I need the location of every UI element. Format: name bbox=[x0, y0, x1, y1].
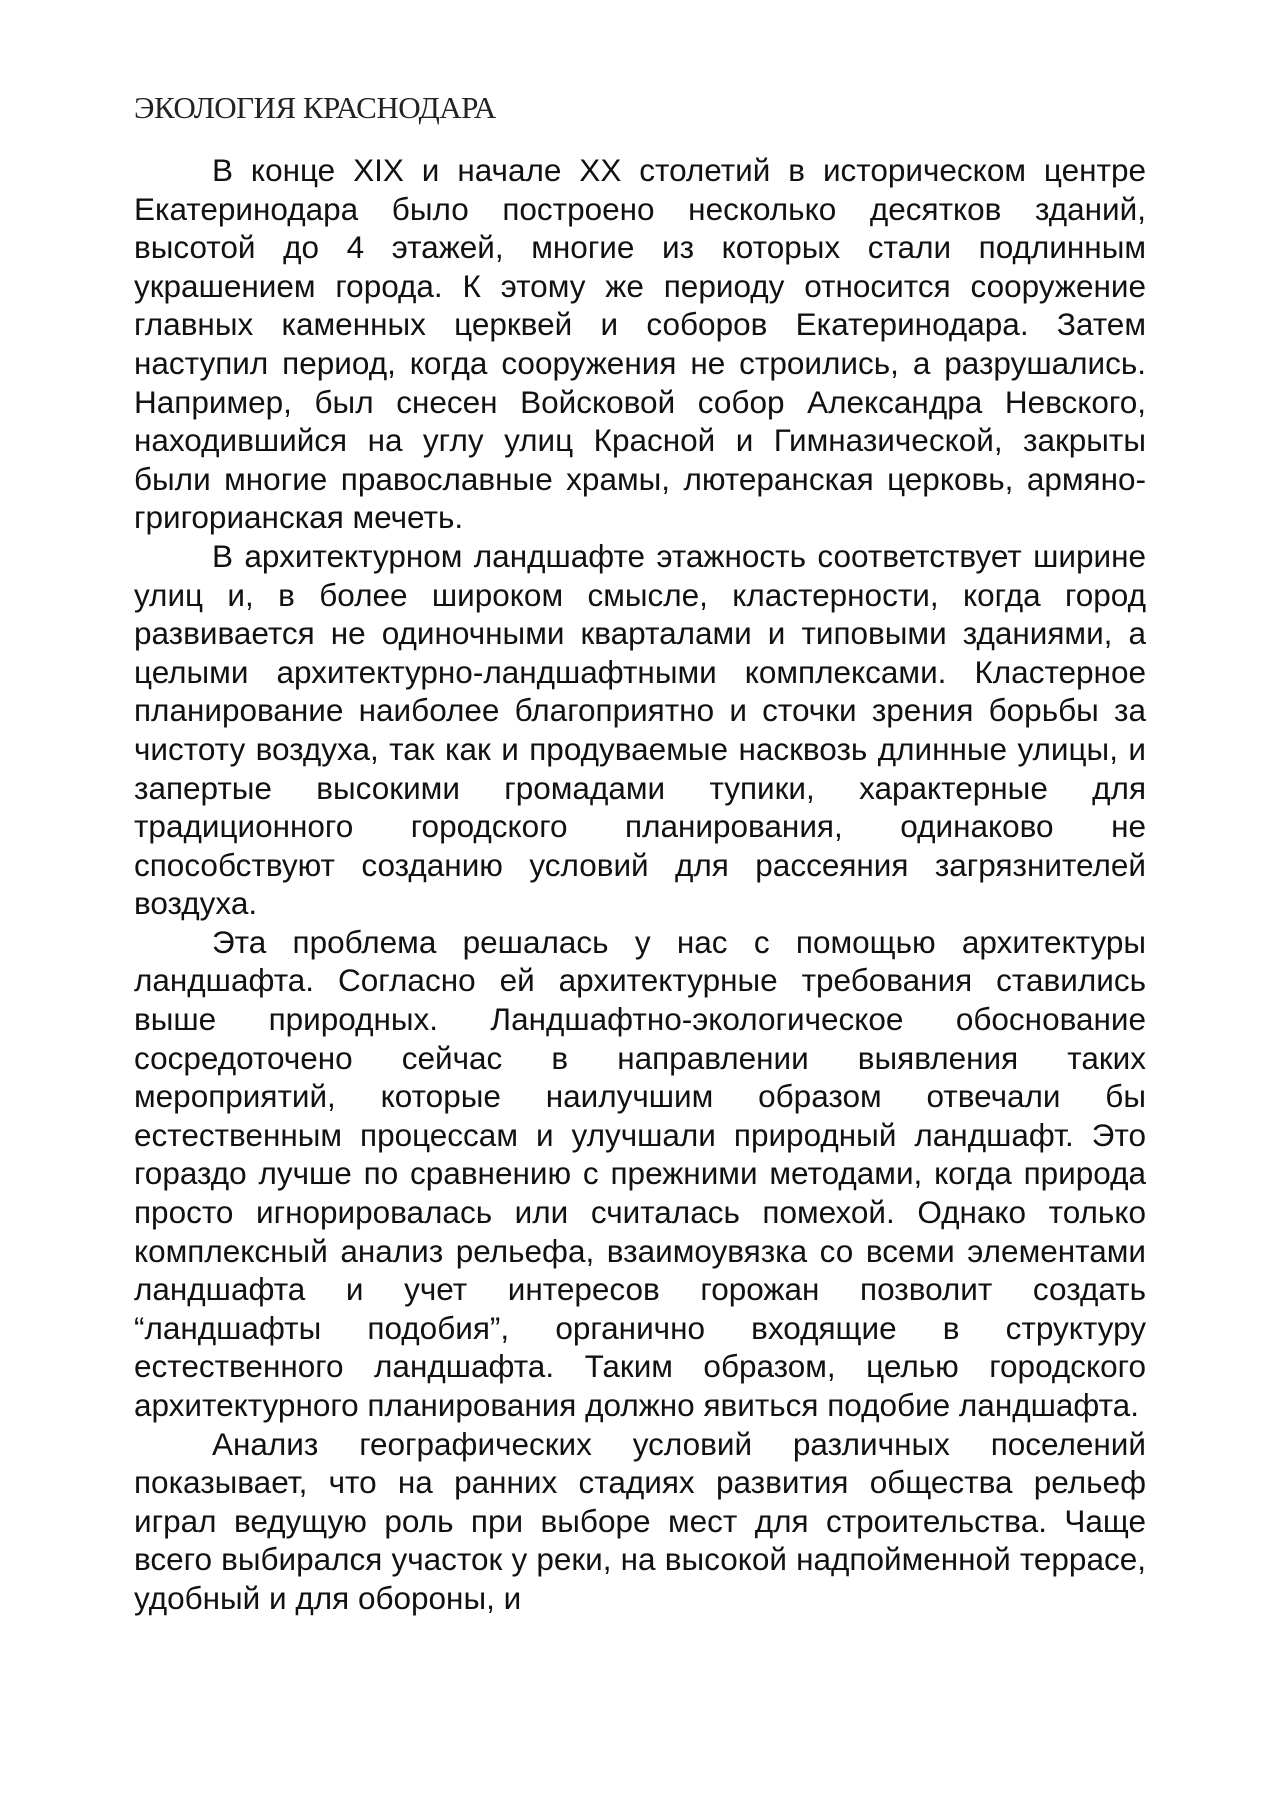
paragraph-4: Анализ географических условий различных поселений показывает, что на ранних стадиях развития общества рельеф играл ведущую роль при выборе мест для строительства. Чаще всего выбирался участок у реки, на высокой надпойменной террасе, удобный и для обороны, и bbox=[134, 1425, 1146, 1616]
paragraph-3: Эта проблема решалась у нас с помощью архитектуры ландшафта. Согласно ей архитектурные требования ставились выше природных. Ландшафтно-экологическое обоснование сосредоточено сейчас в направлении выявления таких мероприятий, которые наилучшим образом отвечали бы естественным процессам и улучшали природный ландшафт. Это гораздо лучше по сравнению с прежними методами, когда природа просто игнорировалась или считалась помехой. Однако только комплексный анализ рельефа, взаимоувязка со всеми элементами ландшафта и учет интересов горожан позволит создать “ландшафты подобия”, органично входящие в структуру естественного ландшафта. Таким образом, целью городского архитектурного планирования должно явиться подобие ландшафта. bbox=[134, 923, 1146, 1423]
paragraph-1: В конце XIX и начале XX столетий в историческом центре Екатеринодара было построено несколько десятков зданий, высотой до 4 этажей, многие из которых стали подлинным украшением города. К этому же периоду относится сооружение главных каменных церквей и соборов Екатеринодара. Затем наступил период, когда сооружения не строились, а разрушались. Например, был снесен Войсковой собор Александра Невского, находившийся на углу улиц Красной и Гимназической, закрыты были многие православные храмы, лютеранская церковь, армяно-григорианская мечеть. bbox=[134, 152, 1146, 536]
body-text bbox=[134, 151, 1146, 1618]
running-header: ЭКОЛОГИЯ КРАСНОДАРА bbox=[134, 90, 496, 125]
paragraph-2: В архитектурном ландшафте этажность соответствует ширине улиц и, в более широком смысле, кластерности, когда город развивается не одиночными кварталами и типовыми зданиями, а целыми архитектурно-ландшафтными комплексами. Кластерное планирование наиболее благоприятно и сточки зрения борьбы за чистоту воздуха, так как и продуваемые насквозь длинные улицы, и запертые высокими громадами тупики, характерные для традиционного городского планирования, одинаково не способствуют созданию условий для рассеяния загрязнителей воздуха. bbox=[134, 537, 1146, 922]
